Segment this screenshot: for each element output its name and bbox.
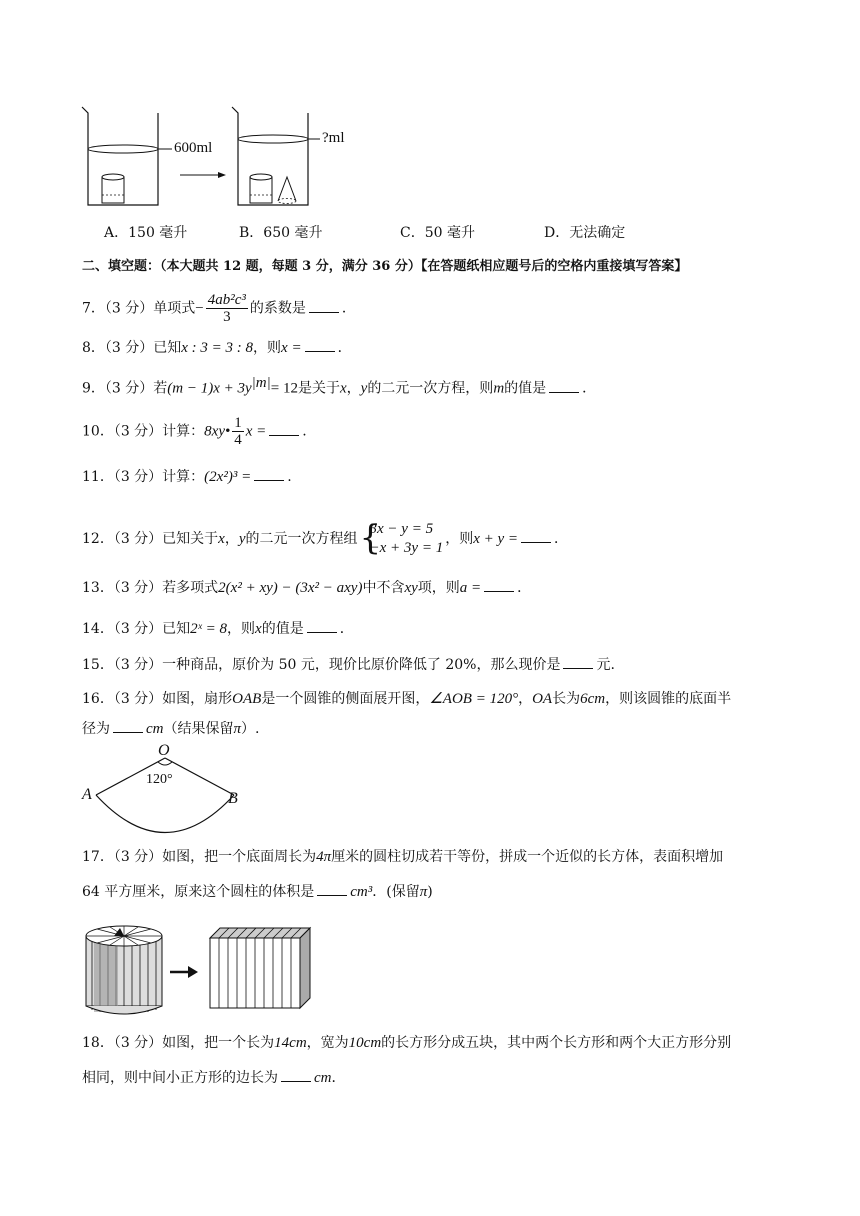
question-13: 13．（3 分）若多项式2(x² + xy) − (3x² − axy)中不含xy项，则a = ． — [82, 577, 531, 598]
answer-blank[interactable] — [563, 654, 593, 669]
answer-blank[interactable] — [521, 528, 551, 543]
question-10: 10．（3 分）计算：8xy• $\frac{1}{4}$ x = . — [82, 415, 307, 448]
label-unknown-ml: ?ml — [322, 130, 345, 146]
question-15: 15．（3 分）一种商品，原价为 50 元，现价比原价降低了 20%，那么现价是 元. — [82, 654, 615, 675]
answer-blank[interactable] — [307, 618, 337, 633]
question-14: 14．（3 分）已知2ˣ = 8，则x的值是 ． — [82, 618, 354, 639]
beaker-figure — [80, 105, 370, 215]
point-a-label: A — [82, 786, 92, 803]
question-12: 12．（3 分）已知关于x，y的二元一次方程组 { 3x − y = 5 −x + 3y = 1 ，则x + y = ． — [82, 518, 569, 558]
option-b[interactable]: B．650 毫升 — [239, 225, 323, 241]
question-18-line-1: 18．（3 分）如图，把一个长为14cm，宽为10cm的长方形分成五块，其中两个长方形和两个大正方形分别 — [82, 1035, 732, 1051]
answer-blank[interactable] — [113, 718, 143, 733]
question-17-line-1: 17．（3 分）如图，把一个底面周长为4π厘米的圆柱切成若干等份，拼成一个近似的长方体，表面积增加 — [82, 849, 724, 865]
option-c[interactable]: C．50 毫升 — [400, 225, 475, 241]
option-a[interactable]: A．150 毫升 — [104, 225, 188, 241]
answer-blank[interactable] — [281, 1067, 311, 1082]
point-b-label: B — [228, 790, 238, 807]
section-title: 二、填空题：（本大题共 12 题，每题 3 分，满分 36 分）【在答题纸相应题号后的空格内重接填写答案】 — [82, 259, 688, 274]
answer-blank[interactable] — [549, 378, 579, 393]
answer-blank[interactable] — [309, 298, 339, 313]
question-11: 11．（3 分）计算：(2x²)³ = . — [82, 466, 292, 487]
answer-blank[interactable] — [305, 337, 335, 352]
question-18-line-2: 相同，则中间小正方形的边长为 cm． — [82, 1067, 346, 1088]
angle-label: 120° — [146, 772, 173, 787]
question-17-line-2: 64 平方厘米，原来这个圆柱的体积是 cm³．(保留π) — [82, 881, 433, 902]
answer-blank[interactable] — [269, 421, 299, 436]
question-7: 7．（3 分）单项式− $\frac{\text{4ab²c³}}{3}$ 的系数是 ． — [82, 292, 356, 325]
equation-system: { 3x − y = 5 −x + 3y = 1 — [359, 518, 444, 558]
answer-blank[interactable] — [484, 577, 514, 592]
question-9: 9．（3 分）若$(m - 1)x + 3y^{|m|}= 12$是关于x，y的二元一次方程，则m的值是 ． — [82, 375, 597, 397]
question-16-line-2: 径为 cm（结果保留π）. — [82, 718, 259, 739]
answer-blank[interactable] — [254, 466, 284, 481]
question-8: 8．（3 分）已知x : 3 = 3 : 8，则x = ． — [82, 337, 352, 358]
cylinder-figure — [84, 918, 314, 1018]
point-o-label: O — [158, 742, 170, 759]
question-16-line-1: 16．（3 分）如图，扇形OAB是一个圆锥的侧面展开图，∠AOB = 120°，OA长为6cm，则该圆锥的底面半 — [82, 691, 732, 707]
answer-blank[interactable] — [317, 881, 347, 896]
label-600ml: 600ml — [174, 140, 213, 156]
option-d[interactable]: D．无法确定 — [544, 225, 626, 241]
